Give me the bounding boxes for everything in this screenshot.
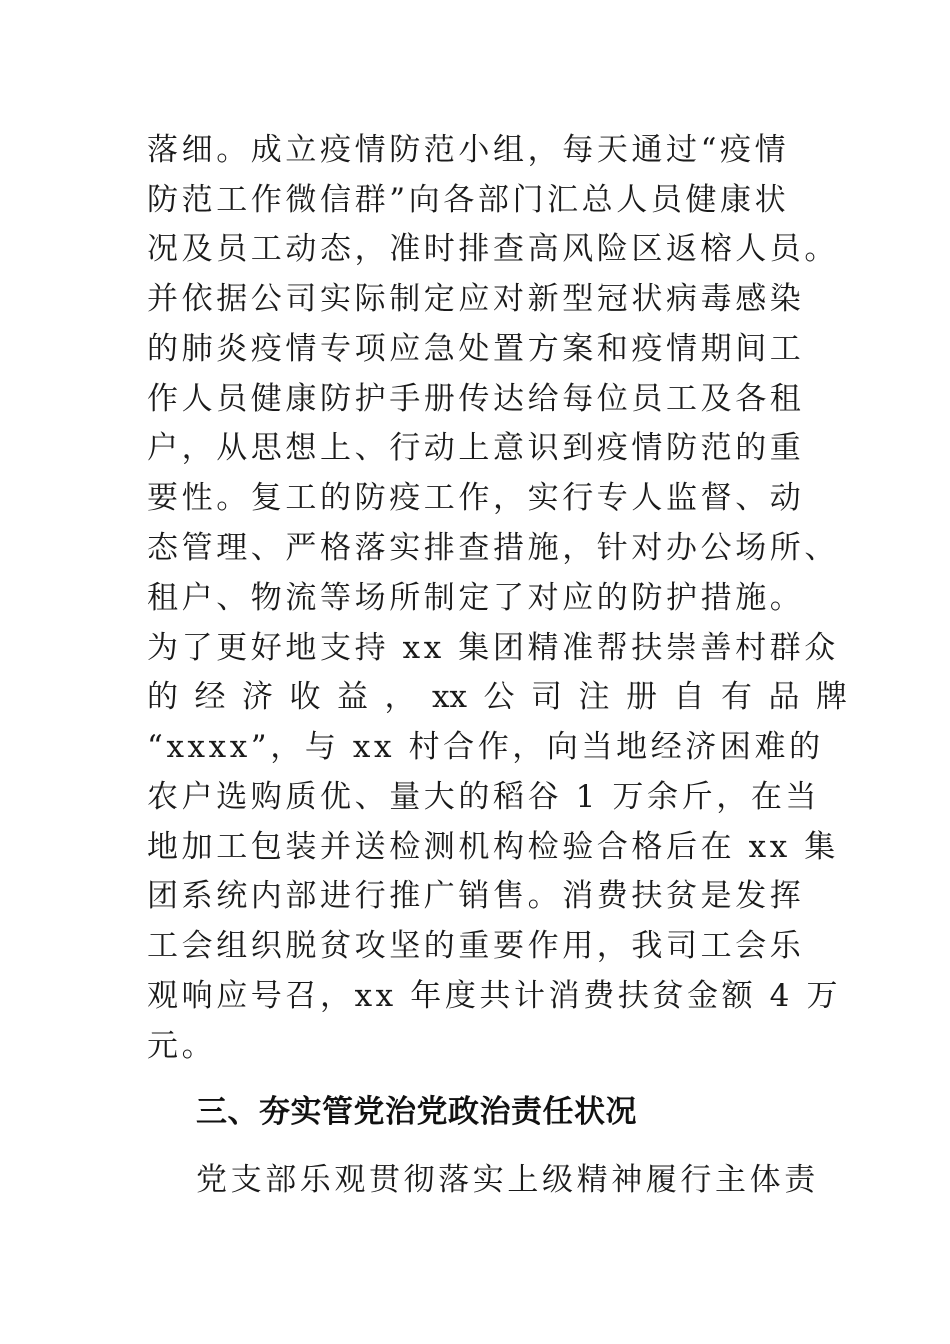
paragraph-line: 元。 — [147, 1028, 217, 1064]
justified-char: 公 — [483, 679, 515, 715]
paragraph-line: 要性。复工的防疫工作，实行专人监督、动 — [147, 480, 805, 516]
paragraph-line: 作人员健康防护手册传达给每位员工及各租 — [147, 381, 805, 417]
paragraph-line: 并依据公司实际制定应对新型冠状病毒感染 — [147, 281, 805, 317]
justified-char: 经 — [194, 679, 226, 715]
justified-char: 益 — [337, 679, 368, 715]
justified-char: 自 — [673, 679, 705, 715]
justified-char: 牌 — [815, 679, 847, 715]
justified-char: 册 — [625, 679, 657, 715]
section-heading: 三、夯实管党治党政治责任状况 — [196, 1094, 637, 1130]
paragraph-line: 落细。成立疫情防范小组，每天通过“疫情 — [147, 132, 790, 168]
justified-char: 的 — [147, 679, 178, 715]
paragraph-line: “xxxx”，与 xx 村合作，向当地经济困难的 — [147, 729, 824, 765]
justified-char: ， — [384, 679, 416, 715]
paragraph-line: 为了更好地支持 xx 集团精准帮扶崇善村群众 — [147, 630, 839, 666]
paragraph-line: 农户选购质优、量大的稻谷 1 万余斤，在当 — [147, 779, 821, 815]
justified-char: xx — [432, 679, 467, 715]
paragraph-line: 地加工包装并送检测机构检验合格后在 xx 集 — [147, 829, 839, 865]
justified-char: 司 — [530, 679, 562, 715]
justified-char: 品 — [768, 679, 800, 715]
justified-char: 收 — [289, 679, 321, 715]
paragraph-line: 的肺炎疫情专项应急处置方案和疫情期间工 — [147, 331, 805, 367]
paragraph-line: 况及员工动态，准时排查高风险区返榕人员。 — [147, 231, 839, 267]
justified-char: 有 — [720, 679, 752, 715]
next-paragraph-line: 党支部乐观贯彻落实上级精神履行主体责 — [196, 1162, 819, 1198]
paragraph-line-justified — [147, 679, 847, 715]
paragraph-line: 团系统内部进行推广销售。消费扶贫是发挥 — [147, 878, 805, 914]
paragraph-line: 态管理、严格落实排查措施，针对办公场所、 — [147, 530, 839, 566]
paragraph-line: 工会组织脱贫攻坚的重要作用，我司工会乐 — [147, 928, 805, 964]
paragraph-line: 观响应号召，xx 年度共计消费扶贫金额 4 万 — [147, 978, 842, 1014]
justified-char: 济 — [242, 679, 273, 715]
justified-char: 注 — [578, 679, 610, 715]
paragraph-line: 防范工作微信群”向各部门汇总人员健康状 — [147, 182, 790, 218]
paragraph-line: 户，从思想上、行动上意识到疫情防范的重 — [147, 430, 805, 466]
paragraph-line: 租户、物流等场所制定了对应的防护措施。 — [147, 580, 805, 616]
